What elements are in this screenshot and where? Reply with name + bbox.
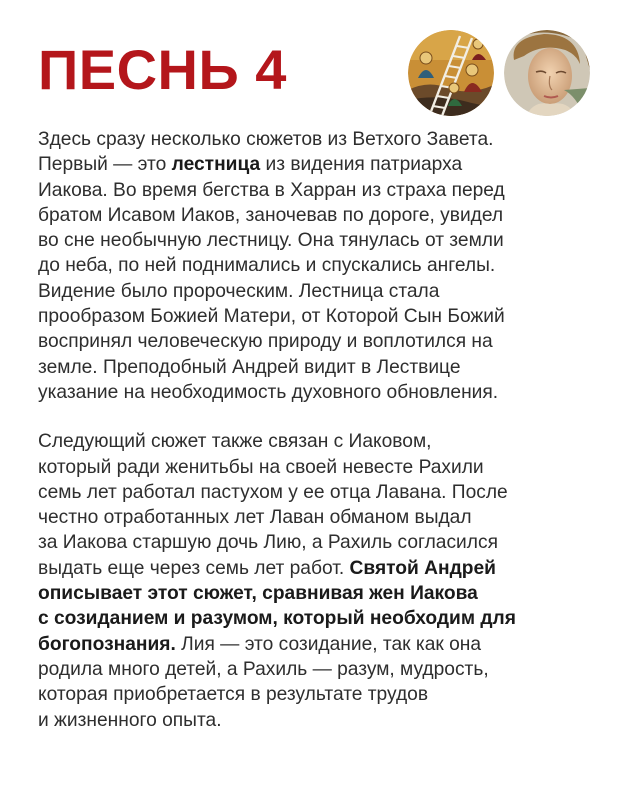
text-segment: Видение было пророческим. Лестница стала — [38, 280, 440, 302]
text-line — [38, 429, 613, 454]
text-line — [38, 632, 613, 657]
text-segment: во сне необычную лестницу. Она тянулась от земли — [38, 230, 504, 252]
bold-text: лестница — [171, 154, 261, 176]
text-segment: до неба, по ней поднимались и спускались ангелы. — [38, 255, 496, 277]
page-title: ПЕСНЬ 4 — [38, 38, 287, 101]
text-line — [38, 505, 613, 530]
bold-text: Святой Андрей — [349, 557, 496, 579]
text-segment: семь лет работал пастухом у ее отца Лавана. После — [38, 481, 508, 503]
text-line — [38, 657, 613, 682]
paragraph-2 — [38, 429, 613, 733]
portrait-icon — [504, 30, 590, 116]
text-segment: Здесь сразу несколько сюжетов из Ветхого Завета. — [38, 129, 494, 150]
paragraph-1 — [38, 127, 613, 405]
text-segment: прообразом Божией Матери, от Которой Сын Божий — [38, 306, 505, 328]
text-segment: выдать еще через семь лет работ. — [38, 557, 350, 579]
text-line — [38, 455, 613, 480]
text-line — [38, 329, 613, 354]
text-line — [38, 708, 613, 733]
text-segment: Лия — это созидание, так как она — [175, 633, 482, 655]
bold-text: богопознания. — [38, 633, 176, 655]
text-line — [38, 253, 613, 278]
text-segment: воспринял человеческую природу и воплотился на — [38, 331, 493, 353]
text-line — [38, 606, 613, 631]
text-segment: указание на необходимость духовного обновления. — [38, 381, 499, 403]
text-line — [38, 556, 613, 581]
text-line — [38, 304, 613, 329]
text-line — [38, 203, 613, 228]
text-segment: которая приобретается в результате трудов — [38, 684, 429, 706]
header — [38, 30, 602, 110]
text-line — [38, 355, 613, 380]
text-segment: братом Исавом Иаков, заночевав по дороге, увидел — [38, 204, 504, 226]
article-body — [38, 127, 613, 733]
text-segment: земле. Преподобный Андрей видит в Лествице — [38, 356, 461, 378]
text-line — [38, 228, 613, 253]
text-line — [38, 480, 613, 505]
text-line — [38, 380, 613, 405]
ladder-icon — [408, 30, 494, 116]
text-line — [38, 279, 613, 304]
bold-text: описывает этот сюжет, сравнивая жен Иакова — [38, 583, 478, 605]
bold-text: с созиданием и разумом, который необходим для — [38, 608, 516, 630]
text-segment: Иакова. Во время бегства в Харран из страха перед — [38, 179, 505, 201]
text-line — [38, 152, 613, 177]
text-segment: родила много детей, а Рахиль — разум, мудрость, — [38, 658, 489, 680]
text-line — [38, 581, 613, 606]
text-segment: за Иакова старшую дочь Лию, а Рахиль согласился — [38, 532, 498, 554]
text-line — [38, 127, 613, 152]
text-segment: из видения патриарха — [260, 154, 463, 176]
text-line — [38, 682, 613, 707]
text-segment: Следующий сюжет также связан с Иаковом, — [38, 431, 432, 453]
text-line — [38, 178, 613, 203]
text-segment: честно отработанных лет Лаван обманом выдал — [38, 507, 472, 529]
text-segment: который ради женитьбы на своей невесте Рахили — [38, 456, 484, 478]
text-line — [38, 530, 613, 555]
text-segment: и жизненного опыта. — [38, 709, 222, 731]
text-segment: Первый — это — [38, 154, 172, 176]
